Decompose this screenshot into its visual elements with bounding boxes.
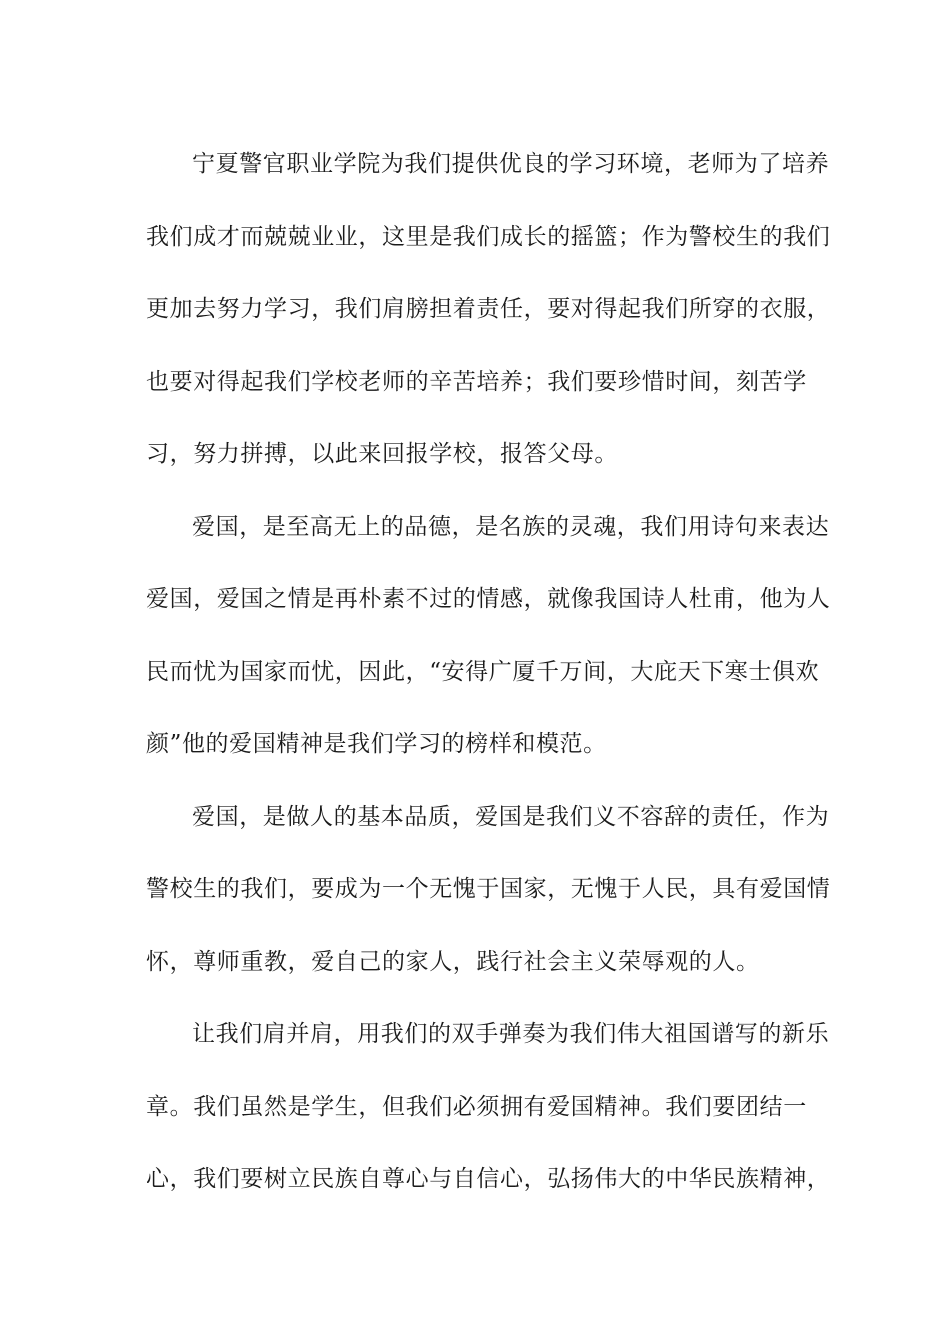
text-line: 宁夏警官职业学院为我们提供优良的学习环境，老师为了培养 xyxy=(192,151,830,177)
paragraph-3 xyxy=(146,781,831,999)
text-line: 心，我们要树立民族自尊心与自信心，弘扬伟大的中华民族精神， xyxy=(146,1166,831,1192)
paragraph-2 xyxy=(146,491,831,781)
text-line: 民而忧为国家而忧，因此，“安得广厦千万间，大庇天下寒士俱欢 xyxy=(146,658,820,685)
paragraph-4 xyxy=(146,998,831,1216)
text-line: 章。我们虽然是学生，但我们必须拥有爱国精神。我们要团结一 xyxy=(146,1093,807,1120)
document-body xyxy=(146,128,831,1216)
text-line: 爱国，爱国之情是再朴素不过的情感，就像我国诗人杜甫，他为人 xyxy=(146,586,831,612)
paragraph-1 xyxy=(146,128,831,491)
text-line: 习，努力拼搏，以此来回报学校，报答父母。 xyxy=(146,441,618,467)
text-line: 更加去努力学习，我们肩膀担着责任，要对得起我们所穿的衣服， xyxy=(146,296,831,322)
text-line: 颜”他的爱国精神是我们学习的榜样和模范。 xyxy=(146,731,607,757)
text-line: 爱国，是至高无上的品德，是名族的灵魂，我们用诗句来表达 xyxy=(192,513,830,540)
text-line: 爱国，是做人的基本品质，爱国是我们义不容辞的责任，作为 xyxy=(192,803,830,830)
text-line: 怀，尊师重教，爱自己的家人，践行社会主义荣辱观的人。 xyxy=(146,948,760,975)
text-line: 警校生的我们，要成为一个无愧于国家，无愧于人民，具有爱国情 xyxy=(146,876,831,902)
text-line: 也要对得起我们学校老师的辛苦培养；我们要珍惜时间，刻苦学 xyxy=(146,368,807,395)
text-line: 我们成才而兢兢业业，这里是我们成长的摇篮；作为警校生的我们 xyxy=(146,223,831,250)
text-line: 让我们肩并肩，用我们的双手弹奏为我们伟大祖国谱写的新乐 xyxy=(192,1021,830,1047)
